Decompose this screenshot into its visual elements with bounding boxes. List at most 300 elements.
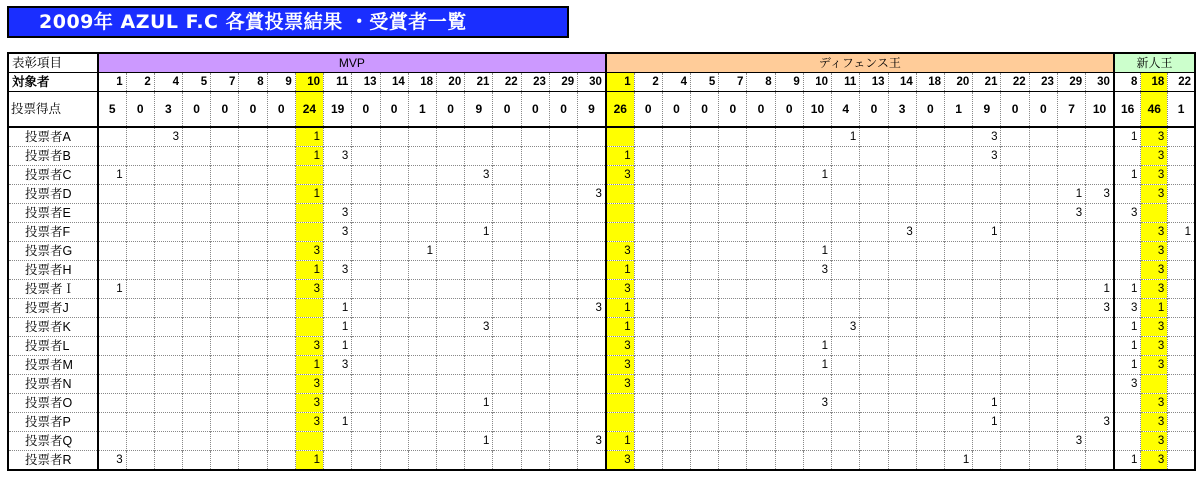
vote-cell	[408, 185, 436, 204]
vote-cell: 3	[606, 356, 634, 375]
vote-cell	[916, 432, 944, 451]
vote-cell	[1001, 242, 1029, 261]
vote-cell: 3	[324, 356, 352, 375]
vote-cell	[549, 318, 577, 337]
target-number: 8	[747, 73, 775, 92]
score-cell: 10	[1086, 92, 1114, 128]
voter-row	[8, 337, 1195, 356]
vote-cell	[916, 166, 944, 185]
vote-cell	[1057, 127, 1085, 147]
vote-cell	[211, 127, 239, 147]
vote-cell	[352, 394, 380, 413]
vote-cell: 1	[295, 451, 323, 471]
vote-cell	[211, 432, 239, 451]
vote-cell	[154, 147, 182, 166]
voter-row	[8, 356, 1195, 375]
vote-cell	[1168, 261, 1195, 280]
voter-name: 投票者E	[8, 204, 98, 223]
vote-cell	[183, 223, 211, 242]
vote-cell: 3	[1141, 223, 1168, 242]
vote-cell	[860, 185, 888, 204]
vote-cell	[493, 337, 521, 356]
vote-cell: 3	[1057, 204, 1085, 223]
score-cell: 0	[662, 92, 690, 128]
vote-cell	[352, 185, 380, 204]
vote-cell	[267, 394, 295, 413]
vote-cell	[691, 356, 719, 375]
score-cell: 7	[1057, 92, 1085, 128]
vote-cell	[860, 299, 888, 318]
vote-cell	[662, 451, 690, 471]
vote-cell: 3	[1086, 413, 1114, 432]
voter-row	[8, 261, 1195, 280]
vote-cell	[521, 356, 549, 375]
vote-cell	[832, 204, 860, 223]
target-number: 10	[803, 73, 831, 92]
vote-cell: 3	[295, 280, 323, 299]
vote-cell	[154, 318, 182, 337]
category-header-label: 表彰項目	[8, 53, 98, 73]
vote-cell	[549, 432, 577, 451]
vote-cell	[154, 280, 182, 299]
vote-cell	[1001, 394, 1029, 413]
vote-cell	[1001, 413, 1029, 432]
vote-cell	[916, 261, 944, 280]
vote-cell	[662, 280, 690, 299]
vote-cell: 3	[606, 242, 634, 261]
vote-cell	[183, 127, 211, 147]
vote-cell	[1086, 242, 1114, 261]
vote-cell	[98, 147, 126, 166]
vote-cell	[465, 337, 493, 356]
score-cell: 0	[352, 92, 380, 128]
vote-cell	[888, 413, 916, 432]
vote-cell	[267, 204, 295, 223]
vote-cell	[803, 299, 831, 318]
vote-cell	[493, 261, 521, 280]
vote-cell	[549, 375, 577, 394]
vote-cell	[183, 166, 211, 185]
vote-cell	[239, 147, 267, 166]
vote-cell	[239, 204, 267, 223]
vote-cell	[324, 432, 352, 451]
vote-cell: 3	[1141, 147, 1168, 166]
vote-cell	[126, 166, 154, 185]
vote-cell	[691, 147, 719, 166]
vote-cell	[380, 413, 408, 432]
vote-cell	[239, 318, 267, 337]
vote-cell	[634, 127, 662, 147]
vote-cell	[662, 185, 690, 204]
vote-cell	[549, 280, 577, 299]
vote-cell	[1001, 204, 1029, 223]
vote-cell	[352, 432, 380, 451]
vote-cell: 1	[1114, 318, 1141, 337]
vote-cell	[98, 299, 126, 318]
score-cell: 0	[691, 92, 719, 128]
vote-cell	[916, 242, 944, 261]
vote-cell: 3	[578, 432, 606, 451]
vote-cell	[747, 166, 775, 185]
vote-cell	[549, 242, 577, 261]
target-number: 22	[1168, 73, 1195, 92]
vote-cell	[126, 394, 154, 413]
vote-cell: 3	[295, 337, 323, 356]
voter-row	[8, 166, 1195, 185]
vote-cell	[465, 127, 493, 147]
vote-cell	[493, 356, 521, 375]
vote-cell: 3	[1141, 356, 1168, 375]
vote-cell	[267, 166, 295, 185]
vote-cell	[719, 166, 747, 185]
vote-cell	[662, 147, 690, 166]
vote-cell	[521, 127, 549, 147]
vote-cell	[126, 280, 154, 299]
vote-cell	[634, 394, 662, 413]
vote-cell	[98, 127, 126, 147]
vote-cell	[126, 185, 154, 204]
vote-cell	[239, 394, 267, 413]
vote-cell	[973, 185, 1001, 204]
vote-cell	[1168, 451, 1195, 471]
voter-name: 投票者Q	[8, 432, 98, 451]
vote-cell	[408, 166, 436, 185]
vote-cell	[747, 318, 775, 337]
category-header-row	[8, 53, 1195, 73]
vote-cell	[267, 337, 295, 356]
vote-cell	[1168, 356, 1195, 375]
vote-cell	[183, 280, 211, 299]
vote-cell	[295, 204, 323, 223]
vote-cell	[1057, 413, 1085, 432]
vote-cell: 3	[578, 185, 606, 204]
category-rookie: 新人王	[1114, 53, 1195, 73]
vote-cell	[352, 299, 380, 318]
vote-cell	[860, 337, 888, 356]
vote-cell	[408, 127, 436, 147]
vote-cell	[775, 280, 803, 299]
vote-cell	[239, 223, 267, 242]
vote-cell	[662, 299, 690, 318]
vote-cell	[775, 375, 803, 394]
vote-cell	[860, 242, 888, 261]
vote-cell	[747, 185, 775, 204]
vote-cell	[380, 223, 408, 242]
vote-cell: 1	[803, 337, 831, 356]
vote-cell	[803, 280, 831, 299]
vote-cell	[634, 451, 662, 471]
voter-row	[8, 280, 1195, 299]
vote-cell	[549, 394, 577, 413]
target-number: 5	[691, 73, 719, 92]
vote-cell	[380, 127, 408, 147]
vote-cell	[352, 261, 380, 280]
vote-cell	[154, 166, 182, 185]
vote-cell: 3	[324, 261, 352, 280]
vote-cell	[126, 375, 154, 394]
vote-cell	[973, 318, 1001, 337]
vote-cell	[295, 299, 323, 318]
score-cell: 9	[973, 92, 1001, 128]
vote-cell	[521, 185, 549, 204]
vote-cell	[888, 127, 916, 147]
vote-cell	[493, 413, 521, 432]
vote-cell	[239, 299, 267, 318]
target-number: 20	[436, 73, 464, 92]
vote-cell	[1029, 147, 1057, 166]
vote-cell	[465, 242, 493, 261]
vote-cell	[832, 413, 860, 432]
vote-cell	[916, 451, 944, 471]
vote-cell	[493, 432, 521, 451]
vote-cell: 1	[324, 337, 352, 356]
vote-cell	[154, 223, 182, 242]
vote-cell	[267, 261, 295, 280]
vote-cell	[860, 204, 888, 223]
vote-cell: 3	[606, 451, 634, 471]
vote-cell	[719, 451, 747, 471]
vote-cell	[549, 166, 577, 185]
vote-cell	[973, 166, 1001, 185]
vote-cell	[126, 356, 154, 375]
vote-cell	[888, 394, 916, 413]
vote-cell	[1001, 261, 1029, 280]
vote-cell	[493, 147, 521, 166]
target-number: 9	[267, 73, 295, 92]
vote-cell	[267, 223, 295, 242]
vote-cell	[126, 413, 154, 432]
vote-cell	[1168, 394, 1195, 413]
vote-cell	[324, 394, 352, 413]
vote-cell	[183, 261, 211, 280]
vote-cell	[1057, 166, 1085, 185]
vote-cell: 1	[606, 261, 634, 280]
vote-cell	[493, 394, 521, 413]
vote-cell	[211, 394, 239, 413]
vote-cell: 1	[98, 280, 126, 299]
vote-cell	[832, 166, 860, 185]
vote-cell: 3	[324, 223, 352, 242]
voter-name: 投票者M	[8, 356, 98, 375]
target-header-row	[8, 73, 1195, 92]
vote-cell: 3	[465, 318, 493, 337]
vote-cell	[211, 356, 239, 375]
vote-cell	[747, 375, 775, 394]
vote-cell: 3	[1086, 299, 1114, 318]
vote-cell	[436, 432, 464, 451]
vote-cell	[606, 413, 634, 432]
vote-cell	[408, 147, 436, 166]
vote-cell	[691, 185, 719, 204]
vote-cell	[1114, 242, 1141, 261]
voter-row	[8, 413, 1195, 432]
voter-row	[8, 394, 1195, 413]
score-cell: 24	[295, 92, 323, 128]
vote-cell	[408, 356, 436, 375]
target-number: 18	[1141, 73, 1168, 92]
vote-cell	[1057, 375, 1085, 394]
vote-cell	[549, 127, 577, 147]
vote-cell	[719, 280, 747, 299]
vote-cell	[832, 242, 860, 261]
voter-name: 投票者P	[8, 413, 98, 432]
vote-cell	[719, 356, 747, 375]
voter-row	[8, 451, 1195, 471]
score-cell: 4	[832, 92, 860, 128]
vote-cell	[436, 280, 464, 299]
target-number: 1	[606, 73, 634, 92]
target-number: 4	[154, 73, 182, 92]
vote-cell	[1114, 223, 1141, 242]
vote-cell	[634, 413, 662, 432]
vote-cell	[324, 185, 352, 204]
vote-cell	[945, 318, 973, 337]
vote-cell	[295, 318, 323, 337]
vote-cell	[465, 204, 493, 223]
vote-cell	[662, 261, 690, 280]
vote-cell	[1057, 299, 1085, 318]
score-cell: 1	[408, 92, 436, 128]
vote-cell: 3	[1114, 204, 1141, 223]
vote-cell	[691, 451, 719, 471]
vote-cell	[1001, 147, 1029, 166]
vote-cell	[521, 451, 549, 471]
score-cell: 1	[1168, 92, 1195, 128]
vote-cell	[295, 223, 323, 242]
vote-cell: 1	[1141, 299, 1168, 318]
score-cell: 0	[267, 92, 295, 128]
vote-cell	[775, 261, 803, 280]
vote-cell	[945, 280, 973, 299]
vote-cell	[465, 280, 493, 299]
vote-cell	[352, 337, 380, 356]
vote-cell	[832, 394, 860, 413]
vote-cell	[860, 318, 888, 337]
vote-cell	[183, 356, 211, 375]
vote-cell	[1001, 223, 1029, 242]
vote-cell	[267, 413, 295, 432]
vote-cell	[98, 432, 126, 451]
vote-cell	[1168, 413, 1195, 432]
vote-cell	[493, 299, 521, 318]
vote-cell	[126, 318, 154, 337]
vote-cell	[267, 356, 295, 375]
vote-cell	[352, 413, 380, 432]
vote-cell	[945, 375, 973, 394]
vote-cell	[916, 204, 944, 223]
score-cell: 1	[945, 92, 973, 128]
vote-cell	[1057, 147, 1085, 166]
vote-cell	[324, 127, 352, 147]
vote-cell	[747, 432, 775, 451]
target-number: 30	[1086, 73, 1114, 92]
score-cell: 19	[324, 92, 352, 128]
vote-cell: 3	[888, 223, 916, 242]
vote-cell	[662, 127, 690, 147]
vote-cell	[352, 127, 380, 147]
vote-cell	[1029, 280, 1057, 299]
vote-cell	[803, 318, 831, 337]
vote-cell: 3	[1114, 299, 1141, 318]
vote-cell	[747, 337, 775, 356]
vote-cell	[98, 242, 126, 261]
vote-cell	[521, 337, 549, 356]
vote-cell	[662, 318, 690, 337]
score-cell: 0	[860, 92, 888, 128]
vote-cell: 1	[295, 147, 323, 166]
vote-cell	[1086, 451, 1114, 471]
score-cell: 0	[239, 92, 267, 128]
vote-cell	[521, 375, 549, 394]
vote-cell	[1114, 185, 1141, 204]
vote-cell	[380, 451, 408, 471]
vote-cell	[747, 413, 775, 432]
target-number: 5	[183, 73, 211, 92]
score-cell: 0	[521, 92, 549, 128]
vote-cell	[352, 318, 380, 337]
vote-cell	[521, 261, 549, 280]
vote-cell	[126, 432, 154, 451]
vote-cell	[691, 413, 719, 432]
vote-cell	[380, 318, 408, 337]
vote-cell: 3	[98, 451, 126, 471]
vote-cell	[211, 280, 239, 299]
vote-cell	[578, 261, 606, 280]
vote-cell	[1001, 185, 1029, 204]
vote-cell	[436, 337, 464, 356]
vote-cell	[945, 432, 973, 451]
vote-cell	[239, 166, 267, 185]
vote-cell	[183, 204, 211, 223]
vote-cell: 1	[973, 394, 1001, 413]
vote-cell	[126, 261, 154, 280]
vote-cell	[352, 166, 380, 185]
vote-cell	[408, 337, 436, 356]
vote-cell	[380, 204, 408, 223]
vote-cell	[832, 280, 860, 299]
vote-cell	[408, 299, 436, 318]
vote-cell	[973, 356, 1001, 375]
vote-cell	[295, 166, 323, 185]
voter-name: 投票者A	[8, 127, 98, 147]
vote-cell: 1	[606, 299, 634, 318]
vote-cell	[408, 318, 436, 337]
vote-cell: 3	[324, 204, 352, 223]
vote-cell	[916, 223, 944, 242]
vote-cell	[1029, 299, 1057, 318]
vote-cell	[1029, 223, 1057, 242]
vote-cell	[1057, 394, 1085, 413]
vote-cell	[747, 280, 775, 299]
vote-cell	[324, 280, 352, 299]
vote-cell	[945, 413, 973, 432]
voter-row	[8, 432, 1195, 451]
vote-cell	[1114, 147, 1141, 166]
vote-cell	[747, 356, 775, 375]
vote-cell	[1086, 375, 1114, 394]
vote-cell	[747, 147, 775, 166]
vote-cell	[916, 318, 944, 337]
vote-cell: 3	[1141, 432, 1168, 451]
vote-cell	[578, 204, 606, 223]
voter-name: 投票者N	[8, 375, 98, 394]
vote-cell: 3	[606, 337, 634, 356]
vote-cell	[916, 337, 944, 356]
vote-cell	[408, 394, 436, 413]
vote-cell	[1086, 318, 1114, 337]
vote-cell	[267, 185, 295, 204]
vote-cell: 3	[578, 299, 606, 318]
